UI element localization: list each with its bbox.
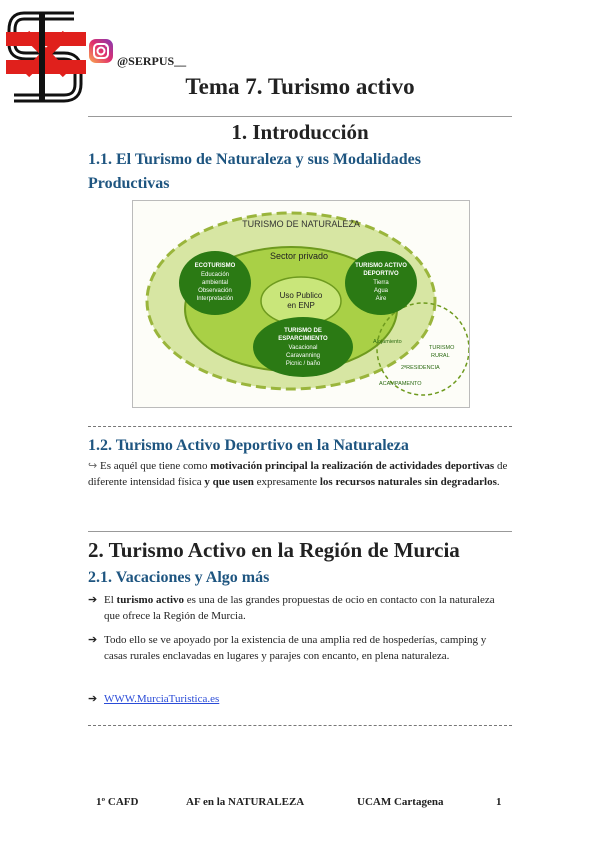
divider — [88, 531, 512, 532]
activo-item: Agua — [373, 288, 389, 294]
murcia-turistica-link[interactable]: WWW.MurciaTuristica.es — [104, 693, 220, 705]
eco-item: Interpretación — [196, 296, 234, 302]
arrow-icon: ➔ — [88, 634, 98, 646]
subheading-turismo-activo-deportivo: 1.2. Turismo Activo Deportivo en la Naturaleza — [88, 437, 409, 454]
activo-item: Tierra — [373, 280, 389, 286]
footer-school: UCAM Cartagena — [357, 796, 444, 808]
rural-turismo: TURISMO — [429, 345, 455, 351]
rural-acampamento: ACAMPAMENTO — [379, 381, 422, 387]
esparc-title-2: ESPARCIMIENTO — [278, 336, 328, 342]
subheading-turismo-naturaleza: 1.1. El Turismo de Naturaleza y sus Modalidades Productivas — [88, 151, 421, 192]
activo-title: TURISMO ACTIVO — [355, 263, 407, 269]
eco-title: ECOTURISMO — [194, 263, 236, 269]
turismo-naturaleza-diagram — [132, 200, 470, 408]
page-number: 1 — [496, 796, 502, 808]
diagram-center-label-2: en ENP — [287, 301, 315, 310]
footer-subject: AF en la NATURALEZA — [186, 796, 305, 808]
divider — [88, 116, 512, 117]
section-heading-murcia: 2. Turismo Activo en la Región de Murcia — [88, 538, 460, 562]
dashed-divider — [88, 426, 512, 427]
footer-course: 1º CAFD — [96, 796, 139, 808]
activo-item: Aire — [375, 296, 387, 302]
instagram-handle: @SERPUS__ — [117, 54, 187, 68]
rural-alojamiento: Alojamiento — [373, 339, 402, 345]
subheading-vacaciones: 2.1. Vacaciones y Algo más — [88, 569, 270, 586]
activo-title-2: DEPORTIVO — [363, 271, 399, 277]
rural-segunda-residencia: 2ªRESIDENCIA — [401, 365, 440, 371]
diagram-center-label-1: Uso Publico — [279, 291, 323, 300]
arrow-icon: ➔ — [88, 594, 98, 606]
diagram-sector-label: Sector privado — [269, 251, 329, 261]
definition-paragraph: ↪ Es aquél que tiene como motivación principal la realización de actividades deportivas de diferente intensidad física y que usen expresamente los recursos naturales sin degradarlos. — [88, 460, 508, 488]
bullet-link — [88, 691, 508, 707]
esparc-title: TURISMO DE — [284, 328, 322, 334]
esparc-item: Caravanning — [285, 353, 321, 359]
bullet-turismo-activo: ➔ El turismo activo es una de las grandes propuestas de ocio en contacto con la naturaleza que ofrece la Región de Murcia. — [88, 594, 495, 622]
dashed-divider — [88, 725, 512, 726]
eco-item: Educación — [200, 272, 230, 278]
arrow-icon: ➔ — [88, 693, 98, 705]
instagram-icon — [88, 38, 114, 64]
rural-rural: RURAL — [431, 353, 450, 359]
section-heading-introduccion: 1. Introducción — [231, 120, 369, 144]
esparc-item: Picnic / baño — [285, 361, 321, 367]
page-title: Tema 7. Turismo activo — [185, 74, 415, 99]
diagram-outer-label: TURISMO DE NATURALEZA — [242, 219, 360, 229]
bullet-hospederias: ➔ Todo ello se ve apoyado por la existencia de una amplia red de hospederías, camping y casas rurales enclavadas en lugares y parajes con encanto, en plena naturaleza. — [88, 634, 487, 662]
eco-item: Observación — [198, 288, 232, 294]
esparc-item: Vacacional — [288, 345, 318, 351]
eco-item: ambiental — [201, 280, 229, 286]
